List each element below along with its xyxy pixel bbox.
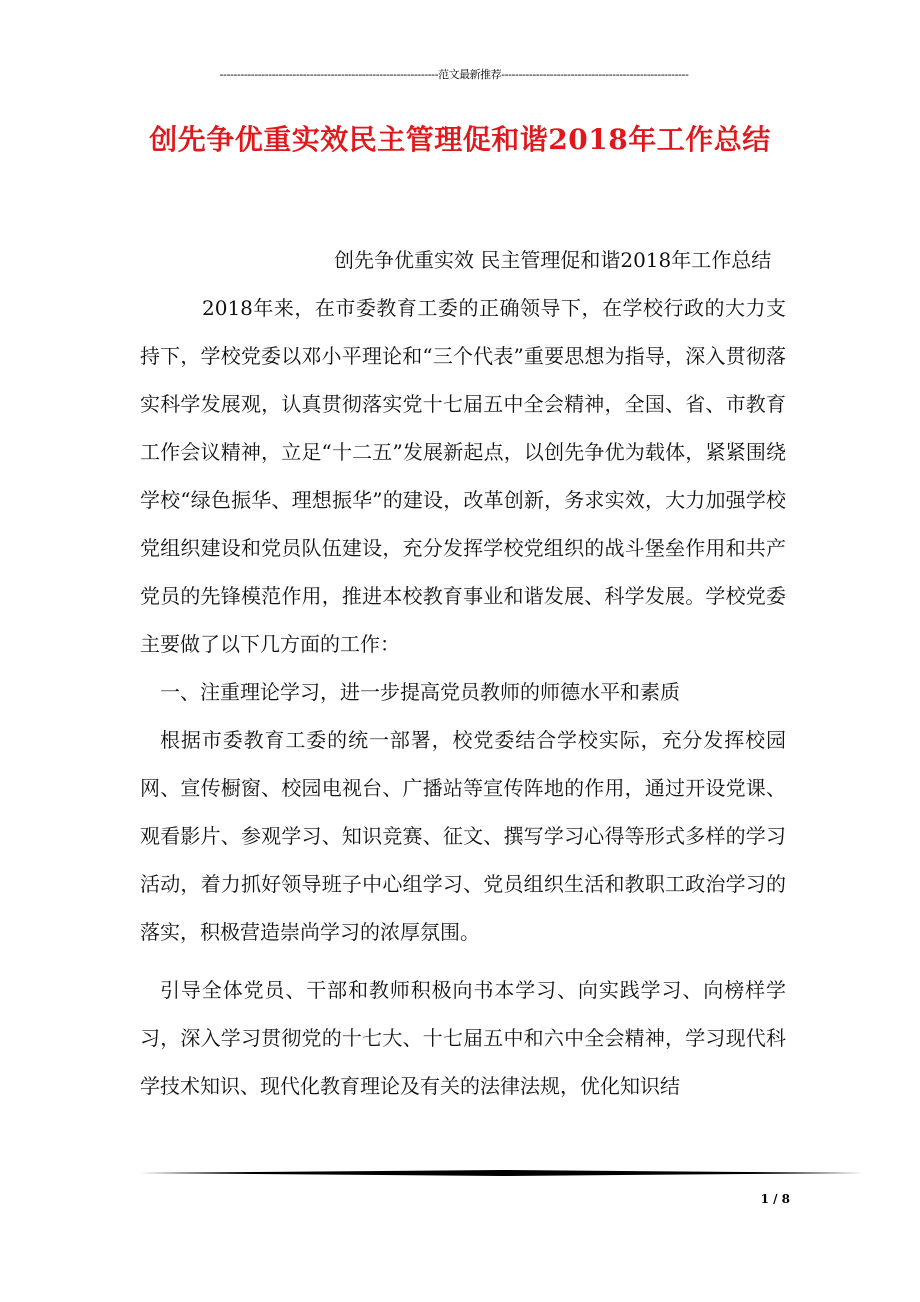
paragraph-body: 根据市委教育工委的统一部署，校党委结合学校实际，充分发挥校园网、宣传橱窗、校园电视台、广播站等宣传阵地的作用，通过开设党课、观看影片、参观学习、知识竞赛、征文、撰写学习心得等形式多样的学习活动，着力抓好领导班子中心组学习、党员组织生活和教职工政治学习的落实，积极营造崇尚学习的浓厚氛围。 — [140, 728, 786, 944]
paragraph-intro: 2018年来，在市委教育工委的正确领导下，在学校行政的大力支持下，学校党委以邓小平理论和“三个代表”重要思想为指导，深入贯彻落实科学发展观，认真贯彻落实党十七届五中全会精神，全国、省、市教育工作会议精神，立足“十二五”发展新起点，以创先争优为载体，紧紧围绕学校“绿色振华、理想振华”的建设，改革创新，务求实效，大力加强学校党组织建设和党员队伍建设，充分发挥学校党组织的战斗堡垒作用和共产党员的先锋模范作用，推进本校教育事业和谐发展、科学发展。学校党委主要做了以下几方面的工作： — [140, 296, 786, 656]
footer-divider — [140, 1170, 864, 1176]
document-title: 创先争优重实效民主管理促和谐2018年工作总结 — [149, 123, 771, 156]
paragraph-body: 引导全体党员、干部和教师积极向书本学习、向实践学习、向榜样学习，深入学习贯彻党的十七大、十七届五中和六中全会精神，学习现代科学技术知识、现代化教育理论及有关的法律法规，优化知识结 — [140, 978, 786, 1098]
section-heading: 一、注重理论学习，进一步提高党员教师的师德水平和素质 — [160, 680, 680, 704]
page-header-banner: ---------------------------------------------------------------范文最新推荐------------------------------------------------------ — [219, 68, 689, 81]
page-number: 1 / 8 — [760, 1192, 790, 1206]
document-subtitle: 创先争优重实效 民主管理促和谐2018年工作总结 — [334, 248, 772, 272]
document-body — [140, 236, 786, 1110]
